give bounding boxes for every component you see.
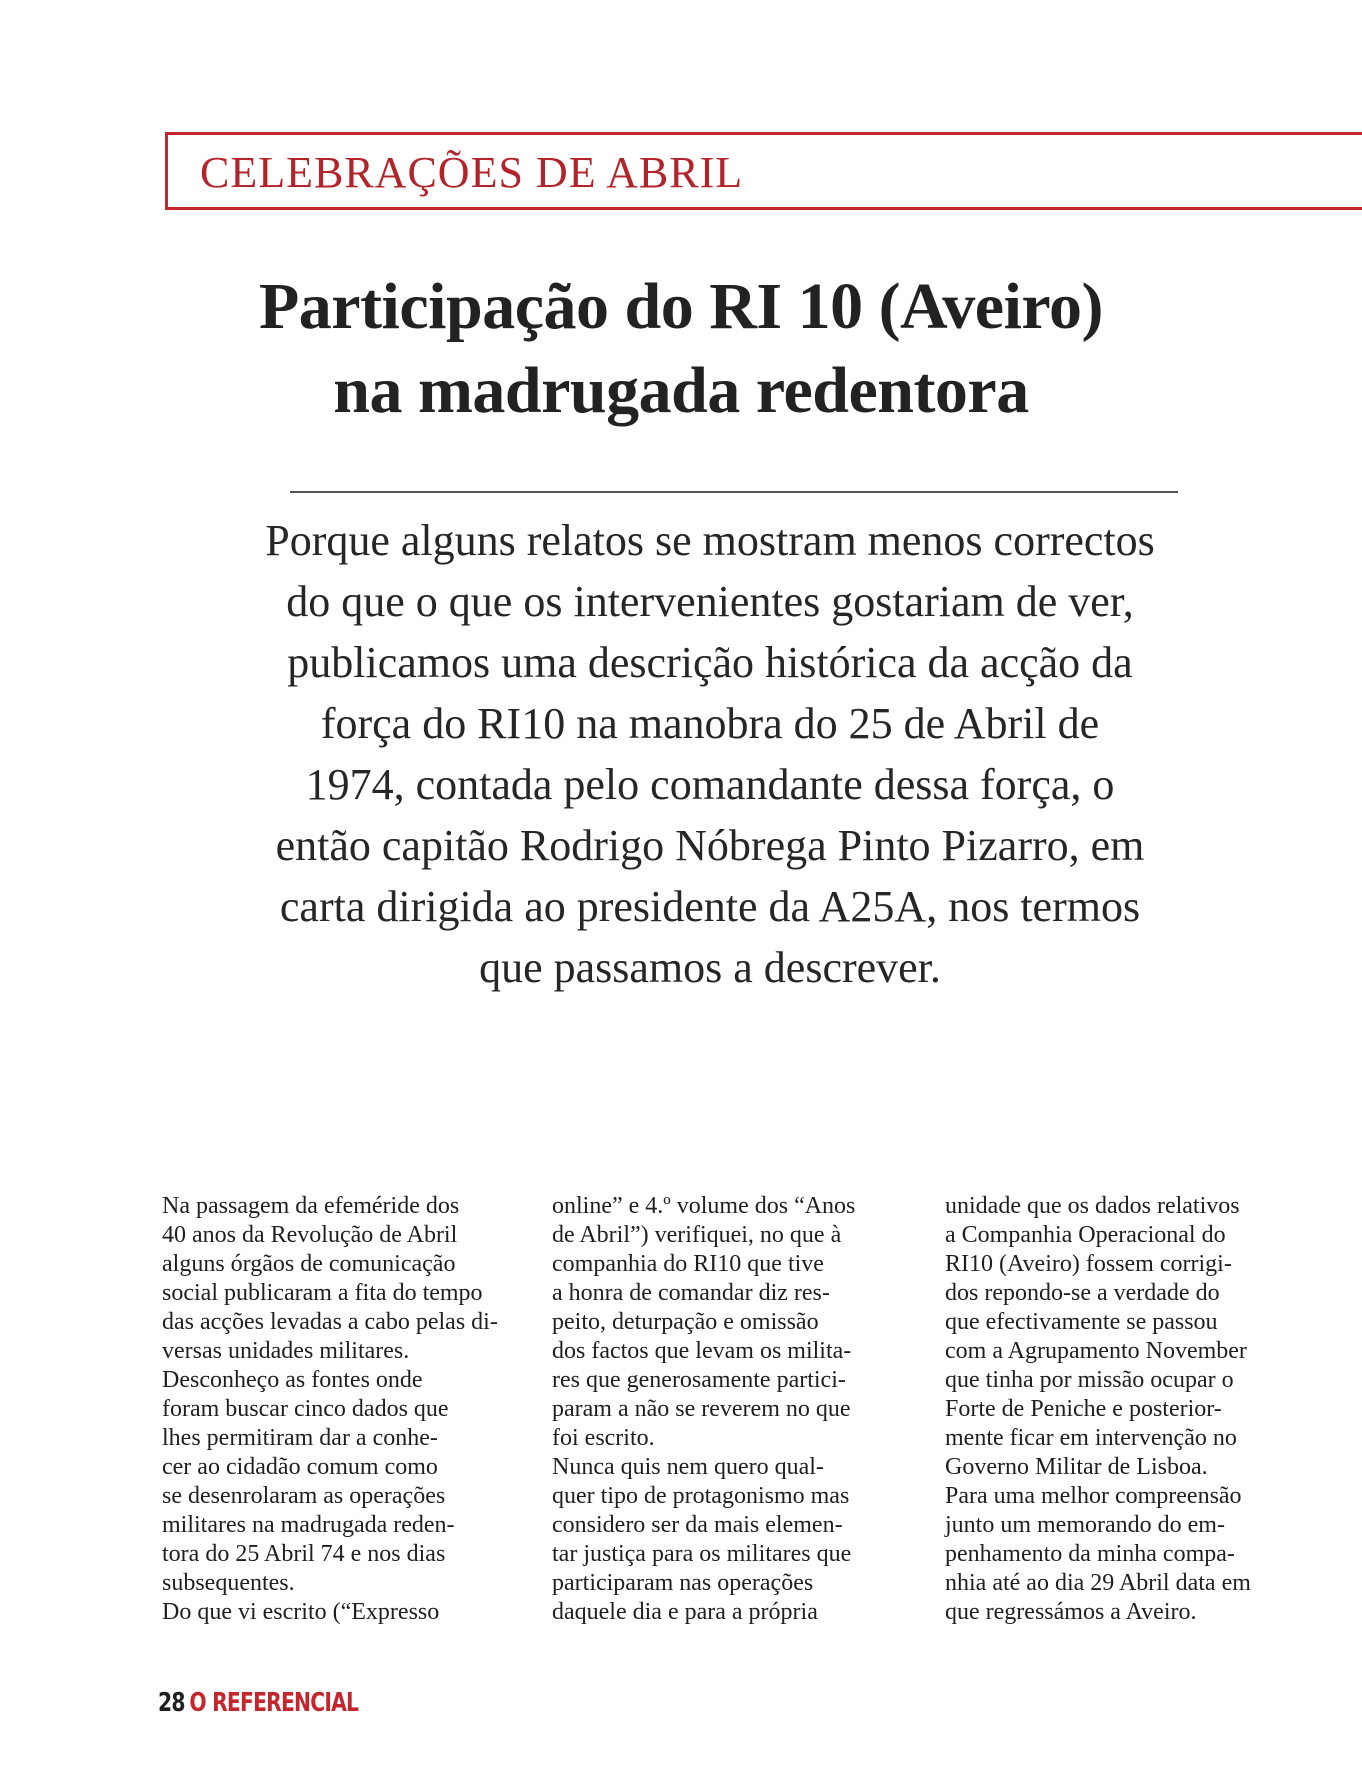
lead-line: que passamos a descrever. [479, 943, 941, 992]
body-line: social publicaram a fita do tempo [162, 1280, 483, 1306]
body-line: dos factos que levam os milita- [552, 1338, 852, 1364]
body-line: param a não se reverem no que [552, 1396, 851, 1422]
section-title: CELEBRAÇÕES DE ABRIL [200, 148, 744, 197]
lead-line: então capitão Rodrigo Nóbrega Pinto Pizarro, em [275, 821, 1145, 870]
body-line: penhamento da minha compa- [945, 1541, 1235, 1567]
body-line: alguns órgãos de comunicação [162, 1251, 456, 1277]
lead-line: do que o que os intervenientes gostariam de ver, [286, 577, 1134, 626]
body-line: versas unidades militares. [162, 1338, 410, 1364]
lead-line: publicamos uma descrição histórica da acção da [287, 638, 1133, 687]
section-header-box [165, 132, 1362, 210]
body-line: a honra de comandar diz res- [552, 1280, 830, 1306]
body-line: que regressámos a Aveiro. [945, 1599, 1197, 1625]
page-number: 28 [158, 1688, 185, 1718]
body-line: Nunca quis nem quero qual- [552, 1454, 824, 1480]
body-line: foram buscar cinco dados que [162, 1396, 449, 1422]
body-line: cer ao cidadão comum como [162, 1454, 438, 1480]
body-line: Para uma melhor compreensão [945, 1483, 1242, 1509]
body-line: lhes permitiram dar a conhe- [162, 1425, 438, 1451]
body-line: quer tipo de protagonismo mas [552, 1483, 850, 1509]
article-lead [200, 510, 1220, 998]
lead-line: força do RI10 na manobra do 25 de Abril de [320, 699, 1100, 748]
body-line: RI10 (Aveiro) fossem corrigi- [945, 1251, 1232, 1277]
body-line: se desenrolaram as operações [162, 1483, 446, 1509]
body-line: 40 anos da Revolução de Abril [162, 1222, 458, 1248]
body-line: a Companhia Operacional do [945, 1222, 1226, 1248]
body-line: companhia do RI10 que tive [552, 1251, 824, 1277]
lead-line: Porque alguns relatos se mostram menos correctos [265, 516, 1155, 565]
body-column-1 [162, 1192, 520, 1627]
body-column-3 [945, 1192, 1303, 1627]
publication-name: O REFERENCIAL [189, 1688, 359, 1718]
body-line: de Abril”) verifiquei, no que à [552, 1222, 842, 1248]
body-line: junto um memorando do em- [945, 1512, 1225, 1538]
article-headline [130, 265, 1232, 433]
body-line: que tinha por missão ocupar o [945, 1367, 1234, 1393]
body-line: Do que vi escrito (“Expresso [162, 1599, 440, 1625]
body-line: res que generosamente partici- [552, 1367, 846, 1393]
body-line: dos repondo-se a verdade do [945, 1280, 1220, 1306]
body-line: considero ser da mais elemen- [552, 1512, 843, 1538]
body-line: Governo Militar de Lisboa. [945, 1454, 1208, 1480]
body-line: foi escrito. [552, 1425, 655, 1451]
body-line: com a Agrupamento November [945, 1338, 1247, 1364]
body-line: Desconheço as fontes onde [162, 1367, 423, 1393]
body-column-2 [552, 1192, 910, 1627]
body-line: mente ficar em intervenção no [945, 1425, 1237, 1451]
headline-line: na madrugada redentora [333, 354, 1029, 427]
page-footer [158, 1688, 358, 1718]
body-line: online” e 4.º volume dos “Anos [552, 1193, 856, 1219]
lead-line: 1974, contada pelo comandante dessa força, o [305, 760, 1115, 809]
headline-divider [290, 491, 1178, 493]
body-line: Na passagem da efeméride dos [162, 1193, 460, 1219]
body-line: das acções levadas a cabo pelas di- [162, 1309, 498, 1335]
body-line: que efectivamente se passou [945, 1309, 1218, 1335]
body-line: unidade que os dados relativos [945, 1193, 1240, 1219]
body-line: militares na madrugada reden- [162, 1512, 455, 1538]
body-line: participaram nas operações [552, 1570, 814, 1596]
headline-line: Participação do RI 10 (Aveiro) [258, 270, 1104, 343]
lead-line: carta dirigida ao presidente da A25A, nos termos [279, 882, 1141, 931]
body-line: daquele dia e para a própria [552, 1599, 818, 1625]
body-line: subsequentes. [162, 1570, 295, 1596]
body-line: tora do 25 Abril 74 e nos dias [162, 1541, 446, 1567]
body-line: peito, deturpação e omissão [552, 1309, 819, 1335]
body-line: tar justiça para os militares que [552, 1541, 852, 1567]
body-line: nhia até ao dia 29 Abril data em [945, 1570, 1251, 1596]
body-line: Forte de Peniche e posterior- [945, 1396, 1222, 1422]
